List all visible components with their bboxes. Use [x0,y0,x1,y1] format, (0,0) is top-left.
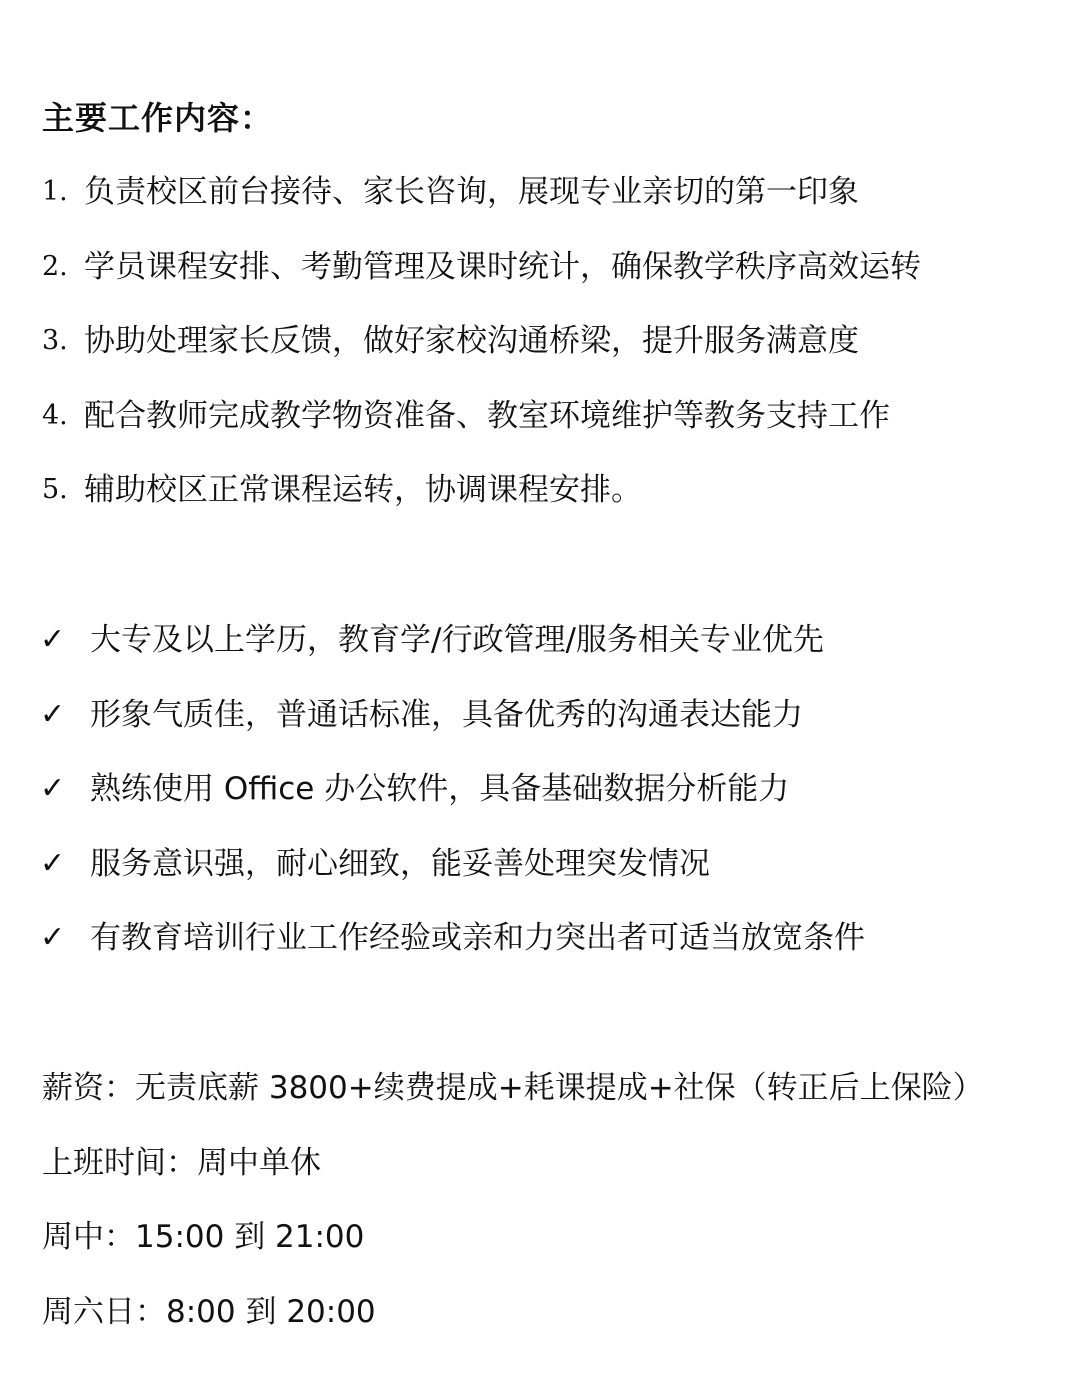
requirement-text: 大专及以上学历，教育学/行政管理/服务相关专业优先 [90,622,824,658]
duty-text: 学员课程安排、考勤管理及课时统计，确保教学秩序高效运转 [84,248,921,285]
requirement-item-2 [40,693,1040,768]
check-icon: ✓ [40,920,66,955]
duty-text: 负责校区前台接待、家长咨询，展现专业亲切的第一印象 [84,174,859,210]
requirement-item-3 [40,767,1040,842]
duty-item-3 [42,319,1042,394]
requirement-item-5 [40,916,1040,991]
duty-text: 协助处理家长反馈，做好家校沟通桥梁，提升服务满意度 [84,323,859,359]
requirement-item-4 [40,842,1040,917]
job-info-list [42,1066,1042,1364]
check-icon: ✓ [40,622,66,657]
weekend-hours-line: 周六日：8:00 到 20:00 [42,1293,376,1330]
duty-number: 5. [42,474,68,505]
weekday-hours-line: 周中：15:00 到 21:00 [42,1219,365,1255]
salary-line: 薪资：无责底薪 3800+续费提成+耗课提成+社保（转正后上保险） [42,1070,984,1106]
duty-number: 4. [42,399,68,431]
duty-number: 3. [42,325,68,356]
requirement-text: 有教育培训行业工作经验或亲和力突出者可适当放宽条件 [90,920,865,956]
check-icon: ✓ [40,696,66,732]
section-heading-duties: 主要工作内容： [42,99,274,137]
work-time-line: 上班时间：周中单休 [42,1144,321,1181]
duty-number: 1. [42,176,68,207]
duty-item-5 [42,468,1042,543]
duty-list [42,170,1042,543]
duty-item-1 [42,170,1042,245]
requirement-text: 熟练使用 Office 办公软件，具备基础数据分析能力 [90,771,790,807]
requirement-text: 服务意识强，耐心细致，能妥善处理突发情况 [90,845,710,882]
duty-text: 配合教师完成教学物资准备、教室环境维护等教务支持工作 [84,397,890,434]
requirement-text: 形象气质佳，普通话标准，具备优秀的沟通表达能力 [90,696,803,733]
requirement-list [40,618,1040,991]
check-icon: ✓ [40,771,66,806]
duty-number: 2. [42,250,68,282]
check-icon: ✓ [40,845,66,881]
duty-item-4 [42,394,1042,469]
duty-text: 辅助校区正常课程运转，协调课程安排。 [84,472,642,508]
requirement-item-1 [40,618,1040,693]
duty-item-2 [42,245,1042,320]
